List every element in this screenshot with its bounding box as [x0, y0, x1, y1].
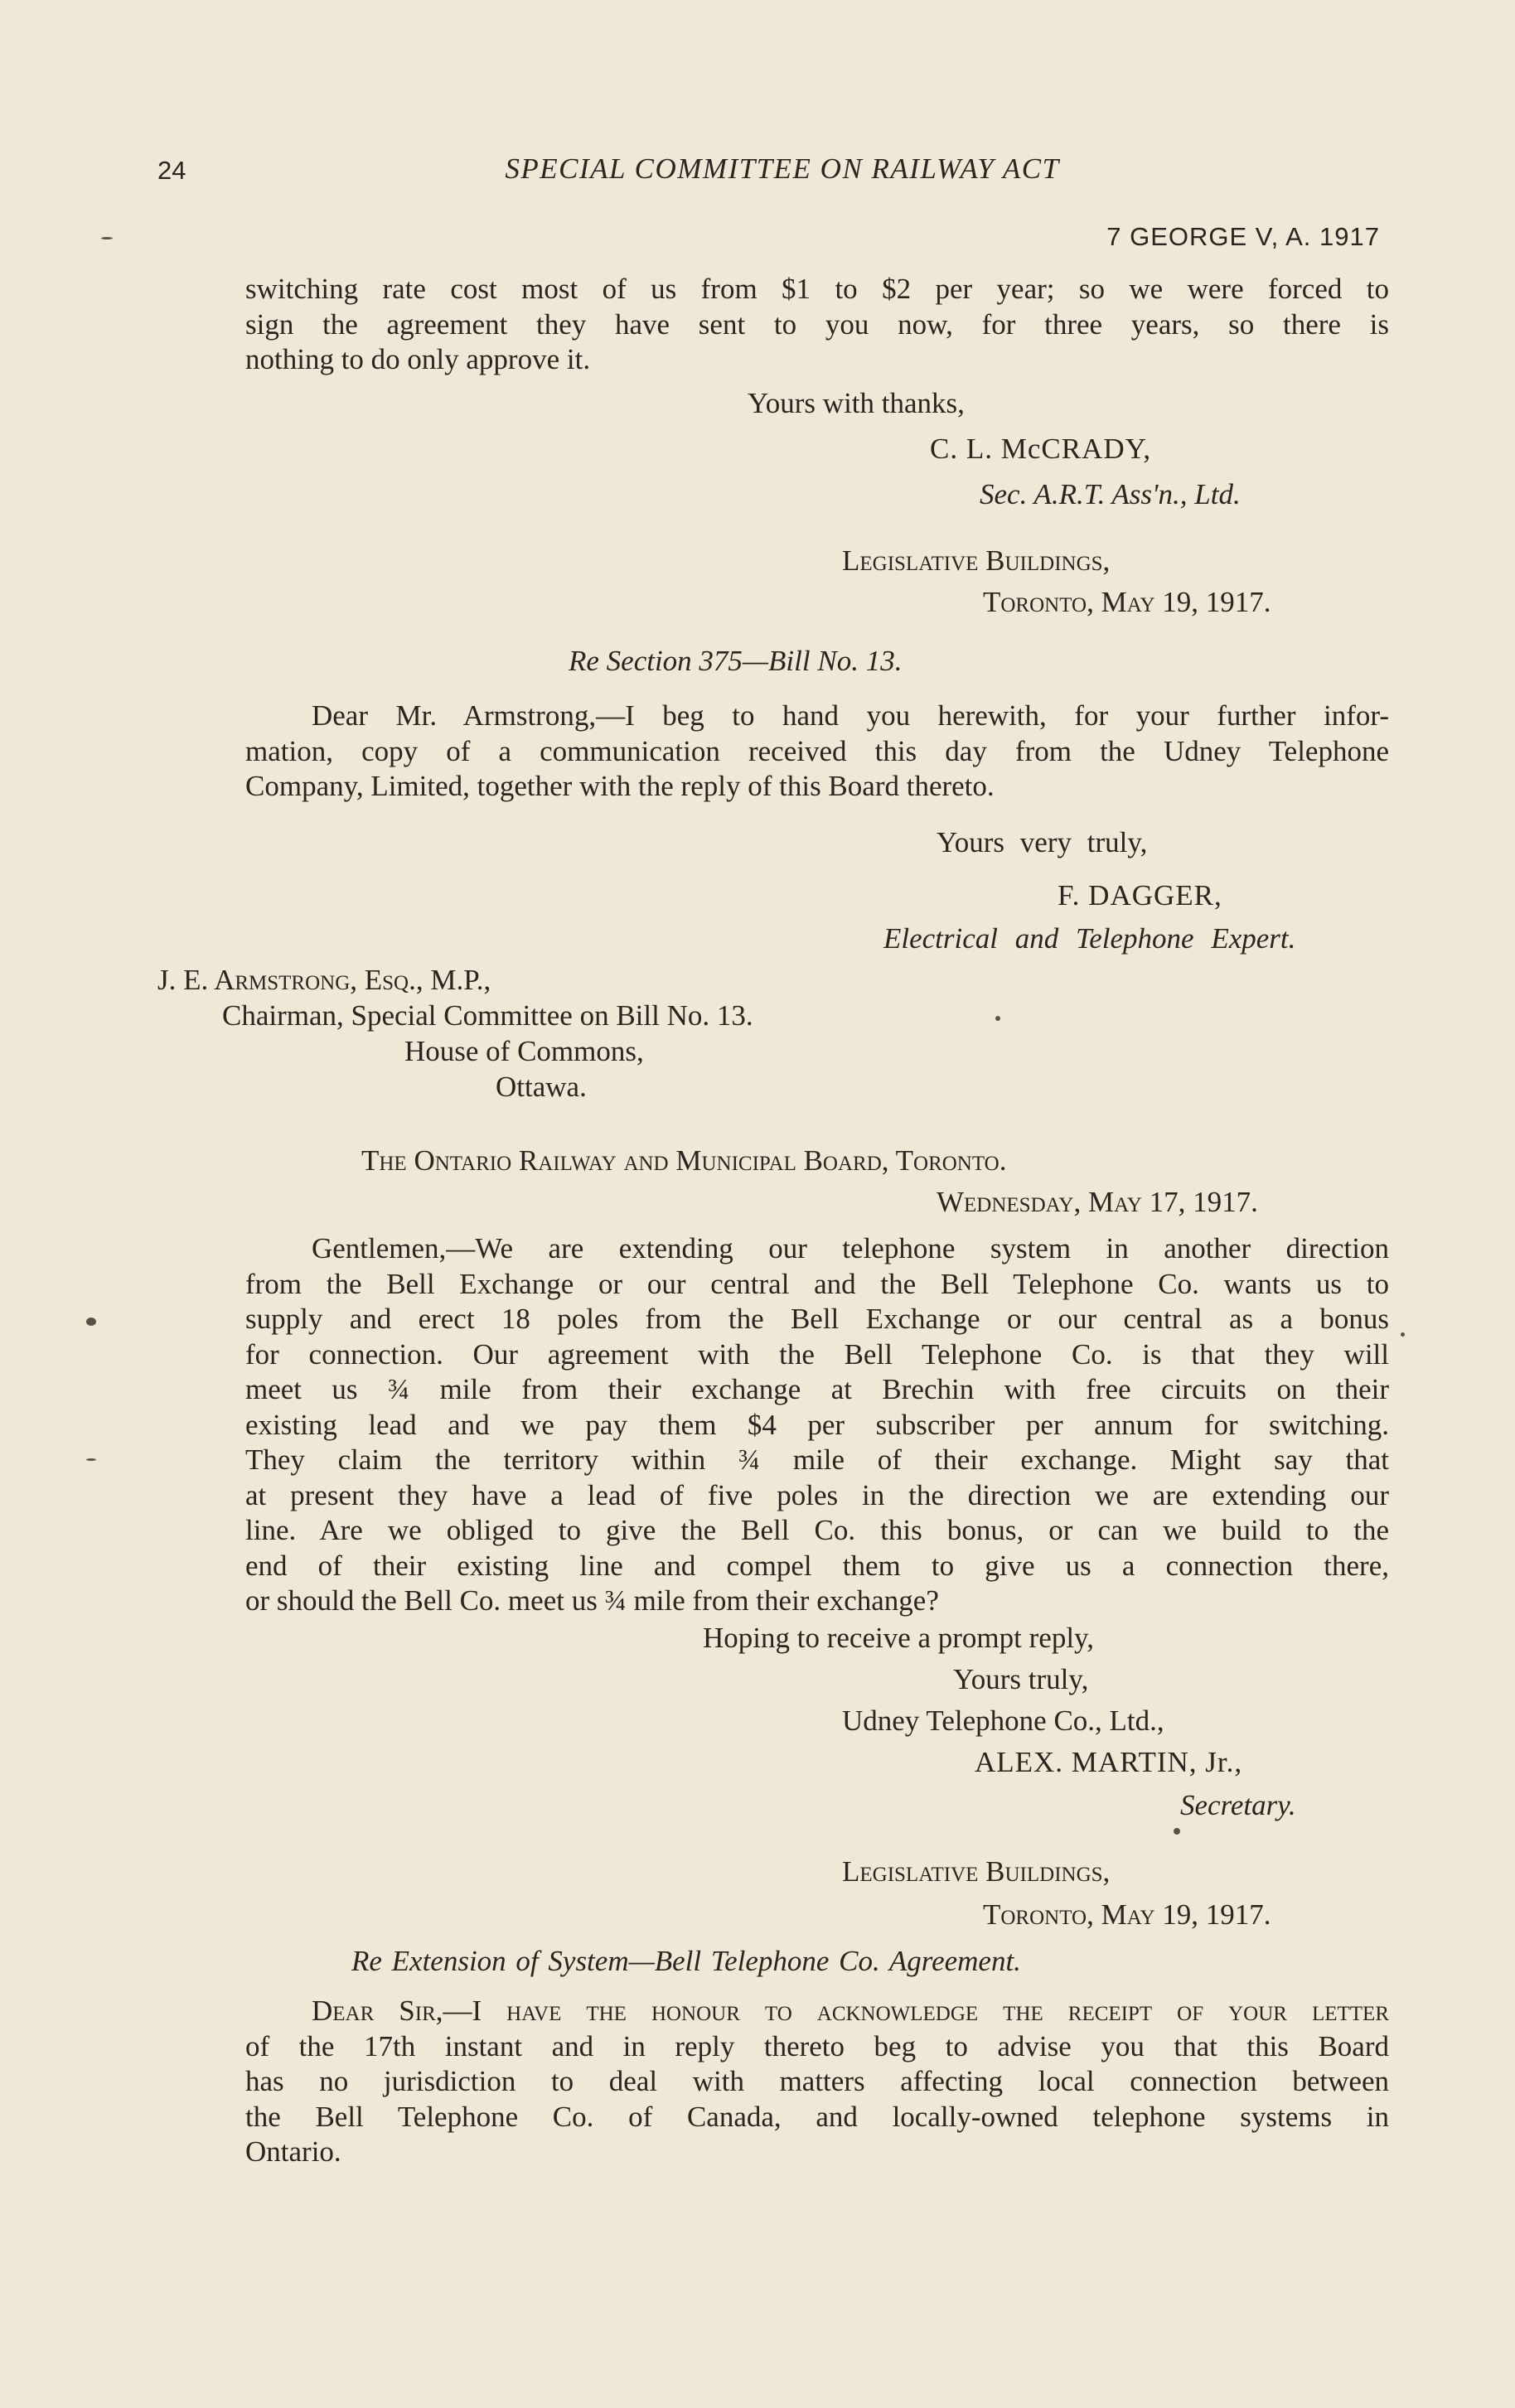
letter3-line: meet us ¾ mile from their exchange at Brechin with free circuits on their [245, 1373, 1389, 1405]
letter1-line: sign the agreement they have sent to you now, for three years, so there is [245, 307, 1389, 341]
letter2-line: mation, copy of a communication received this day from the Udney Telephone [245, 734, 1389, 767]
letter3-line: for connection. Our agreement with the Bell Telephone Co. is that they will [245, 1337, 1389, 1371]
letter3-closing1: Hoping to receive a prompt reply, [703, 1622, 1095, 1654]
letter3-line: existing lead and we pay them $4 per subscriber per annum for switching. [245, 1408, 1389, 1441]
letter2-closing: Yours very truly, [937, 826, 1148, 858]
letter3-line: They claim the territory within ¾ mile of their exchange. Might say that [245, 1443, 1389, 1476]
letter3-line: Gentlemen,—We are extending our telephone system in another direction [312, 1232, 1389, 1264]
paper-speck [86, 1318, 96, 1326]
letter4-subject: Re Extension of System—Bell Telephone Co. Agreement. [351, 1945, 1021, 1977]
letter3-body [245, 1231, 1389, 1619]
paper-speck [1174, 1828, 1180, 1835]
paper-speck [101, 237, 113, 239]
recipient-line: House of Commons, [404, 1035, 644, 1067]
letter3-date-line: Wednesday, May 17, 1917. [937, 1186, 1258, 1218]
letter2-address-line1: Legislative Buildings, [842, 544, 1111, 577]
letter4-line: Ontario. [245, 2135, 341, 2168]
session-label: 7 GEORGE V, A. 1917 [1106, 222, 1380, 251]
letter2-signer: F. DAGGER, [1058, 879, 1222, 911]
letter2-address-line2: Toronto, May 19, 1917. [983, 586, 1271, 618]
running-title: SPECIAL COMMITTEE ON RAILWAY ACT [505, 152, 1060, 185]
letter3-signer: ALEX. MARTIN, Jr., [975, 1746, 1243, 1778]
letter2-line: Dear Mr. Armstrong,—I beg to hand you herewith, for your further infor- [312, 699, 1389, 732]
letter3-line: from the Bell Exchange or our central and the Bell Telephone Co. wants us to [245, 1267, 1389, 1300]
letter1-closing: Yours with thanks, [748, 387, 965, 419]
letter3-address-line1: The Ontario Railway and Municipal Board, Toronto. [361, 1144, 1007, 1177]
letter3-company: Udney Telephone Co., Ltd., [842, 1704, 1164, 1737]
recipient-line: Ottawa. [496, 1071, 587, 1103]
letter4-address-line1: Legislative Buildings, [842, 1855, 1111, 1888]
paper-speck [1401, 1332, 1405, 1337]
paper-speck [86, 1458, 96, 1461]
recipient-line: J. E. Armstrong, Esq., M.P., [157, 964, 491, 996]
letter1-signer-title: Sec. A.R.T. Ass'n., Ltd. [980, 478, 1241, 510]
letter2-signer-title: Electrical and Telephone Expert. [883, 922, 1296, 955]
letter3-closing2: Yours truly, [953, 1663, 1089, 1695]
letter3-signer-title: Secretary. [1180, 1789, 1296, 1821]
letter3-line: line. Are we obliged to give the Bell Co. this bonus, or can we build to the [245, 1514, 1389, 1546]
letter1-body [245, 272, 1389, 378]
letter1-signer: C. L. McCRADY, [930, 433, 1152, 465]
letter2-line: Company, Limited, together with the reply of this Board thereto. [245, 770, 995, 802]
letter1-line: switching rate cost most of us from $1 to $2 per year; so we were forced to [245, 273, 1389, 305]
letter4-address-line2: Toronto, May 19, 1917. [983, 1898, 1271, 1931]
letter4-line: has no jurisdiction to deal with matters affecting local connection between [245, 2065, 1389, 2097]
letter4-line: Dear Sir,—I have the honour to acknowledge the receipt of your letter [312, 1995, 1389, 2027]
letter4-line: of the 17th instant and in reply thereto beg to advise you that this Board [245, 2029, 1389, 2062]
letter3-line: end of their existing line and compel them to give us a connection there, [245, 1549, 1389, 1582]
paper-speck [995, 1016, 1000, 1021]
letter3-line: at present they have a lead of five poles in the direction we are extending our [245, 1478, 1389, 1511]
letter2-subject: Re Section 375—Bill No. 13. [569, 645, 903, 677]
letter3-line: or should the Bell Co. meet us ¾ mile from their exchange? [245, 1584, 939, 1617]
letter4-body [245, 1994, 1389, 2170]
letter4-line: the Bell Telephone Co. of Canada, and locally-owned telephone systems in [245, 2100, 1389, 2133]
letter1-line: nothing to do only approve it. [245, 343, 591, 375]
letter2-body [245, 699, 1389, 805]
letter3-line: supply and erect 18 poles from the Bell Exchange or our central as a bonus [245, 1303, 1389, 1335]
recipient-line: Chairman, Special Committee on Bill No. 13. [222, 999, 753, 1032]
page-number: 24 [157, 156, 186, 185]
